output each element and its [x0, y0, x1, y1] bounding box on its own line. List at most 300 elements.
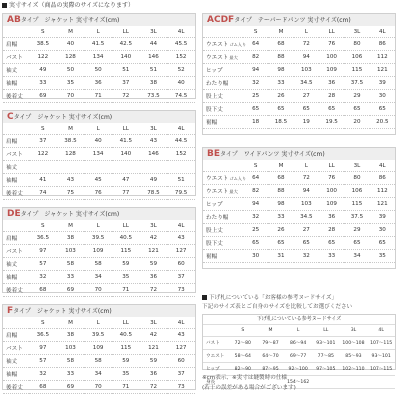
size-column-header: S — [29, 26, 57, 38]
table-cell: 37 — [112, 77, 140, 90]
table-cell: 65 — [294, 237, 319, 250]
table-cell: 69 — [29, 90, 57, 103]
table-cell: 65 — [344, 103, 369, 116]
table-cell: 74.5 — [167, 90, 195, 103]
table-cell: 26 — [268, 90, 293, 103]
table-cell: 70 — [57, 90, 85, 103]
table-cell: 58 — [84, 355, 112, 368]
page-header — [2, 2, 134, 10]
table-row — [3, 38, 195, 51]
table-cell: 32 — [29, 368, 57, 381]
table-cell: 82 — [243, 185, 268, 198]
table-cell: 40.5 — [112, 232, 140, 245]
table-cell: 59 — [112, 258, 140, 271]
row-label — [203, 237, 243, 250]
table-cell: 36.5 — [29, 232, 57, 245]
table-cell: 65 — [344, 237, 369, 250]
table-title — [3, 208, 195, 220]
table-cell: 31 — [268, 250, 293, 263]
type-label: タイプ — [234, 17, 252, 24]
table-cell: 30 — [243, 250, 268, 263]
size-column-header: 4L — [167, 220, 195, 232]
table-cell: 43 — [167, 232, 195, 245]
table-cell: 93〜101 — [367, 350, 395, 363]
table-cell: 152 — [167, 51, 195, 64]
table-row — [203, 198, 395, 211]
table-cell: 115 — [344, 198, 369, 211]
table-cell: 70 — [84, 381, 112, 394]
table-cell: 106 — [344, 51, 369, 64]
table-cell: 69 — [57, 284, 85, 297]
size-column-header: 4L — [370, 160, 395, 172]
table-cell: 37 — [167, 271, 195, 284]
table-row — [203, 172, 395, 185]
type-code: C — [7, 112, 14, 122]
row-label-text: 袖丈 — [6, 165, 18, 171]
square-bullet-icon — [202, 295, 207, 300]
table-row — [203, 116, 395, 129]
table-cell — [340, 376, 368, 389]
corner-cell — [3, 220, 29, 232]
table-cell: 32 — [243, 211, 268, 224]
row-label-text: 股下丈 — [206, 107, 223, 113]
table-cell: 49 — [29, 64, 57, 77]
row-label — [3, 245, 29, 258]
table-cell — [312, 376, 340, 389]
table-cell: 50 — [84, 64, 112, 77]
type-code: DE — [7, 209, 21, 219]
table-cell: 79.5 — [167, 187, 195, 200]
table-cell: 103 — [57, 342, 85, 355]
table-cell: 94 — [243, 198, 268, 211]
row-label — [203, 172, 247, 185]
size-column-header: 4L — [370, 26, 395, 38]
size-table-left-2 — [2, 207, 196, 293]
corner-cell — [3, 317, 29, 329]
type-label: タイプ — [220, 151, 238, 158]
table-cell: 102〜110 — [340, 363, 368, 376]
size-table-left-0 — [2, 13, 196, 99]
table-cell: 71 — [112, 284, 140, 297]
table-row — [203, 250, 395, 263]
table-cell: 72 — [140, 381, 168, 394]
table-cell: 82〜90 — [229, 363, 257, 376]
row-label-text: 肩幅 — [6, 139, 18, 145]
corner-cell — [203, 26, 243, 38]
table-cell: 128 — [57, 148, 85, 161]
table-cell: 65 — [243, 103, 268, 116]
table-title — [203, 148, 395, 160]
table-cell: 33 — [29, 77, 57, 90]
row-label-text: 裾幅 — [206, 254, 218, 260]
table-cell: 39.5 — [84, 329, 112, 342]
table-row — [203, 211, 395, 224]
row-label — [3, 258, 29, 271]
table-cell: 39 — [370, 77, 395, 90]
size-column-header: S — [29, 220, 57, 232]
table-cell: 76 — [84, 187, 112, 200]
table-cell: 86 — [370, 38, 395, 51]
table-cell: 140 — [112, 51, 140, 64]
table-cell: 75 — [57, 187, 85, 200]
square-bullet-icon — [2, 3, 7, 8]
row-label-text: ウエスト — [206, 55, 229, 61]
table-cell: 71 — [112, 381, 140, 394]
table-cell: 109 — [319, 198, 344, 211]
table-cell: 34 — [84, 368, 112, 381]
table-cell: 37.5 — [344, 211, 369, 224]
row-label — [3, 368, 29, 381]
table-cell: 98 — [268, 64, 293, 77]
table-cell: 80 — [344, 172, 369, 185]
size-column-header: L — [84, 220, 112, 232]
table-cell: 122 — [29, 148, 57, 161]
size-column-header: M — [268, 26, 293, 38]
table-cell: 72 — [294, 38, 319, 51]
table-cell: 69〜77 — [284, 350, 312, 363]
table-row — [3, 77, 195, 90]
table-subtitle: ジャケット 実寸サイズ(cm) — [37, 114, 113, 121]
size-column-header: 3L — [140, 317, 168, 329]
size-column-header: 4L — [367, 325, 395, 337]
table-subtitle: ジャケット 実寸サイズ(cm) — [44, 211, 120, 218]
table-cell: 52 — [167, 64, 195, 77]
type-label: タイプ — [20, 211, 39, 218]
table-cell: 65 — [370, 103, 395, 116]
table-cell: 43 — [57, 174, 85, 187]
row-label-note: ゴム入り — [229, 42, 247, 47]
table-cell: 51 — [112, 64, 140, 77]
type-code: F — [7, 306, 14, 316]
table-cell: 107〜115 — [367, 363, 395, 376]
type-label: タイプ — [20, 17, 39, 24]
table-cell: 88 — [268, 185, 293, 198]
table-cell: 37.5 — [344, 77, 369, 90]
table-cell: 58 — [57, 258, 85, 271]
row-label — [3, 38, 29, 51]
table-cell: 65 — [319, 103, 344, 116]
row-label-text: 股上丈 — [206, 94, 223, 100]
table-cell: 68 — [268, 38, 293, 51]
table-cell: 38 — [57, 329, 85, 342]
type-label: タイプ — [13, 114, 32, 121]
table-cell: 36 — [319, 211, 344, 224]
table-cell: 41.5 — [84, 38, 112, 51]
size-column-header: L — [294, 26, 319, 38]
size-column-header: M — [268, 160, 293, 172]
table-cell: 77 — [112, 187, 140, 200]
row-label-note: 最大 — [229, 189, 238, 194]
table-cell: 59 — [140, 355, 168, 368]
table-cell: 109 — [84, 342, 112, 355]
row-label — [3, 355, 29, 368]
table-cell: 36.5 — [29, 329, 57, 342]
table-cell: 64 — [243, 172, 268, 185]
row-label-text: 袖幅 — [6, 372, 18, 378]
row-label — [3, 284, 29, 297]
row-label-text: 後着丈 — [6, 385, 23, 391]
table-cell: 103 — [294, 198, 319, 211]
row-label — [3, 161, 29, 174]
size-column-header: L — [84, 317, 112, 329]
table-cell: 27 — [294, 224, 319, 237]
table-cell: 28 — [319, 224, 344, 237]
table-cell — [167, 161, 195, 174]
table-cell: 128 — [57, 51, 85, 64]
table-cell: 39 — [370, 211, 395, 224]
table-cell: 51 — [140, 64, 168, 77]
row-label — [3, 135, 29, 148]
table-cell: 127 — [167, 245, 195, 258]
table-cell: 29 — [344, 90, 369, 103]
table-row — [3, 342, 195, 355]
table-cell: 38.5 — [57, 135, 85, 148]
note-units: ※cm表示、※実寸は縫製時の仕様 — [202, 375, 288, 381]
table-cell: 27 — [294, 90, 319, 103]
table-cell: 115 — [112, 245, 140, 258]
table-cell: 40 — [84, 135, 112, 148]
table-cell: 146 — [140, 51, 168, 64]
row-label — [3, 51, 29, 64]
table-cell: 72 — [140, 284, 168, 297]
table-cell: 127 — [167, 342, 195, 355]
size-column-header: 4L — [167, 26, 195, 38]
table-row — [203, 337, 395, 350]
table-cell — [84, 161, 112, 174]
table-row — [3, 51, 195, 64]
row-label-text: ヒップ — [206, 68, 223, 74]
table-cell: 19 — [294, 116, 319, 129]
table-cell: 20 — [344, 116, 369, 129]
row-label-note: 最大 — [229, 55, 238, 60]
table-cell: 30 — [370, 90, 395, 103]
table-cell: 72〜80 — [229, 337, 257, 350]
table-cell: 122 — [29, 51, 57, 64]
table-cell: 35 — [370, 250, 395, 263]
row-label-text: ヒップ — [206, 202, 223, 208]
table-cell: 76 — [319, 172, 344, 185]
size-column-header: M — [57, 317, 85, 329]
row-label — [3, 64, 29, 77]
table-cell: 73 — [167, 284, 195, 297]
table-cell: 58 — [84, 258, 112, 271]
row-label-text: 袖幅 — [6, 81, 18, 87]
table-row — [203, 77, 395, 90]
size-table-right-1 — [202, 147, 396, 269]
row-label — [3, 77, 29, 90]
table-cell: 97 — [29, 342, 57, 355]
table-row — [203, 224, 395, 237]
table-subtitle: ジャケット 実寸サイズ(cm) — [36, 308, 112, 315]
table-cell: 29 — [344, 224, 369, 237]
row-label — [3, 329, 29, 342]
table-cell: 38.5 — [29, 38, 57, 51]
row-label — [3, 187, 29, 200]
table-cell: 152 — [167, 148, 195, 161]
size-table-left-3 — [2, 304, 196, 390]
row-label-text: バスト — [6, 152, 23, 158]
table-cell: 77〜85 — [312, 350, 340, 363]
table-cell: 44 — [140, 38, 168, 51]
row-label — [3, 90, 29, 103]
size-column-header: 3L — [340, 325, 368, 337]
row-label: ヒップ — [203, 363, 229, 376]
size-column-header: 3L — [344, 160, 369, 172]
size-column-header: M — [257, 325, 285, 337]
row-label-text: 肩幅 — [6, 42, 18, 48]
table-cell: 115 — [344, 64, 369, 77]
table-cell: 100〜108 — [340, 337, 368, 350]
size-column-header: 3L — [140, 123, 168, 135]
row-label-text: バスト — [6, 346, 23, 352]
row-label-text: 裾幅 — [206, 120, 218, 126]
table-cell: 47 — [112, 174, 140, 187]
type-code: ACDF — [207, 15, 235, 25]
table-cell: 69 — [57, 381, 85, 394]
row-label-text: ウエスト — [206, 189, 229, 195]
table-title — [203, 14, 395, 26]
table-cell: 42 — [140, 232, 168, 245]
table-cell: 45.5 — [167, 38, 195, 51]
row-label — [3, 381, 29, 394]
table-cell: 94 — [294, 51, 319, 64]
size-column-header: S — [243, 160, 268, 172]
table-cell: 121 — [370, 198, 395, 211]
size-table-left-1 — [2, 110, 196, 196]
size-column-header: 4L — [167, 317, 195, 329]
table-cell — [57, 161, 85, 174]
table-cell: 80 — [344, 38, 369, 51]
table-cell: 115 — [112, 342, 140, 355]
row-label: バスト — [203, 337, 229, 350]
row-label-text: 袖幅 — [6, 275, 18, 281]
type-code: BE — [207, 149, 221, 159]
row-label — [203, 90, 243, 103]
table-row — [203, 90, 395, 103]
table-cell: 94 — [243, 64, 268, 77]
table-cell: 36 — [140, 271, 168, 284]
corner-cell — [203, 160, 243, 172]
table-cell: 39.5 — [84, 232, 112, 245]
table-cell: 103 — [57, 245, 85, 258]
size-column-header: LL — [112, 123, 140, 135]
table-cell: 38 — [140, 77, 168, 90]
table-cell: 34.5 — [294, 211, 319, 224]
table-cell: 40 — [167, 77, 195, 90]
table-row — [203, 185, 395, 198]
table-cell: 73.5 — [140, 90, 168, 103]
page-title: 実寸サイズ（商品の実際のサイズになります） — [9, 2, 135, 9]
table-cell: 73 — [167, 381, 195, 394]
table-cell — [29, 161, 57, 174]
table-row — [3, 187, 195, 200]
row-label — [203, 51, 243, 64]
row-label — [203, 198, 243, 211]
row-label-text: 後着丈 — [6, 288, 23, 294]
table-cell: 106 — [344, 185, 369, 198]
table-cell: 154〜162 — [284, 376, 312, 389]
table-title — [3, 305, 195, 317]
table-cell: 34.5 — [294, 77, 319, 90]
row-label-text: 袖幅 — [6, 178, 18, 184]
table-cell: 35 — [57, 77, 85, 90]
table-row — [203, 51, 395, 64]
size-column-header: M — [57, 26, 85, 38]
table-row — [3, 90, 195, 103]
table-cell: 33 — [268, 211, 293, 224]
table-cell: 57 — [29, 355, 57, 368]
table-title — [3, 14, 195, 26]
table-cell: 65 — [268, 103, 293, 116]
table-cell: 72 — [112, 90, 140, 103]
row-label: 身長 — [203, 376, 229, 389]
table-cell: 32 — [294, 250, 319, 263]
size-column-header: L — [84, 123, 112, 135]
table-cell: 121 — [140, 245, 168, 258]
row-label — [203, 38, 247, 51]
table-cell: 34 — [84, 271, 112, 284]
table-cell: 20.5 — [370, 116, 395, 129]
table-cell: 134 — [84, 51, 112, 64]
table-cell: 59 — [112, 355, 140, 368]
table-cell: 121 — [370, 64, 395, 77]
table-cell: 68 — [29, 381, 57, 394]
reference-desc: 下記のサイズ表とご自身のサイズを比較してお選びください — [202, 304, 353, 310]
row-label-text: わたり幅 — [206, 215, 229, 221]
table-cell: 65 — [268, 237, 293, 250]
table-cell: 33 — [268, 77, 293, 90]
table-row — [3, 329, 195, 342]
table-cell: 97 — [29, 245, 57, 258]
table-row — [203, 103, 395, 116]
table-cell: 43 — [140, 135, 168, 148]
table-cell: 25 — [243, 224, 268, 237]
table-cell: 33 — [57, 368, 85, 381]
table-row — [3, 368, 195, 381]
row-label — [203, 64, 243, 77]
table-cell: 34 — [344, 250, 369, 263]
table-row — [3, 258, 195, 271]
row-label — [3, 148, 29, 161]
size-column-header: 4L — [167, 123, 195, 135]
table-cell: 36 — [84, 77, 112, 90]
table-row — [3, 245, 195, 258]
table-cell — [367, 376, 395, 389]
note-tolerance: (若干の誤差がある場合がございます) — [202, 385, 296, 391]
table-cell: 68 — [268, 172, 293, 185]
row-label-text: わたり幅 — [206, 81, 229, 87]
size-column-header: LL — [319, 26, 344, 38]
table-cell: 18 — [243, 116, 268, 129]
table-row — [3, 271, 195, 284]
table-cell: 35 — [112, 271, 140, 284]
table-cell: 146 — [140, 148, 168, 161]
table-cell: 74 — [29, 187, 57, 200]
table-cell: 140 — [112, 148, 140, 161]
table-cell: 88 — [268, 51, 293, 64]
table-cell: 112 — [370, 51, 395, 64]
table-cell: 38 — [57, 232, 85, 245]
table-cell: 65 — [370, 237, 395, 250]
table-cell: 134 — [84, 148, 112, 161]
table-cell: 32 — [29, 271, 57, 284]
table-cell: 44.5 — [167, 135, 195, 148]
corner-cell — [3, 26, 29, 38]
table-cell: 37 — [167, 368, 195, 381]
table-cell: 35 — [112, 368, 140, 381]
table-row — [3, 161, 195, 174]
row-label-text: 袖丈 — [6, 359, 18, 365]
